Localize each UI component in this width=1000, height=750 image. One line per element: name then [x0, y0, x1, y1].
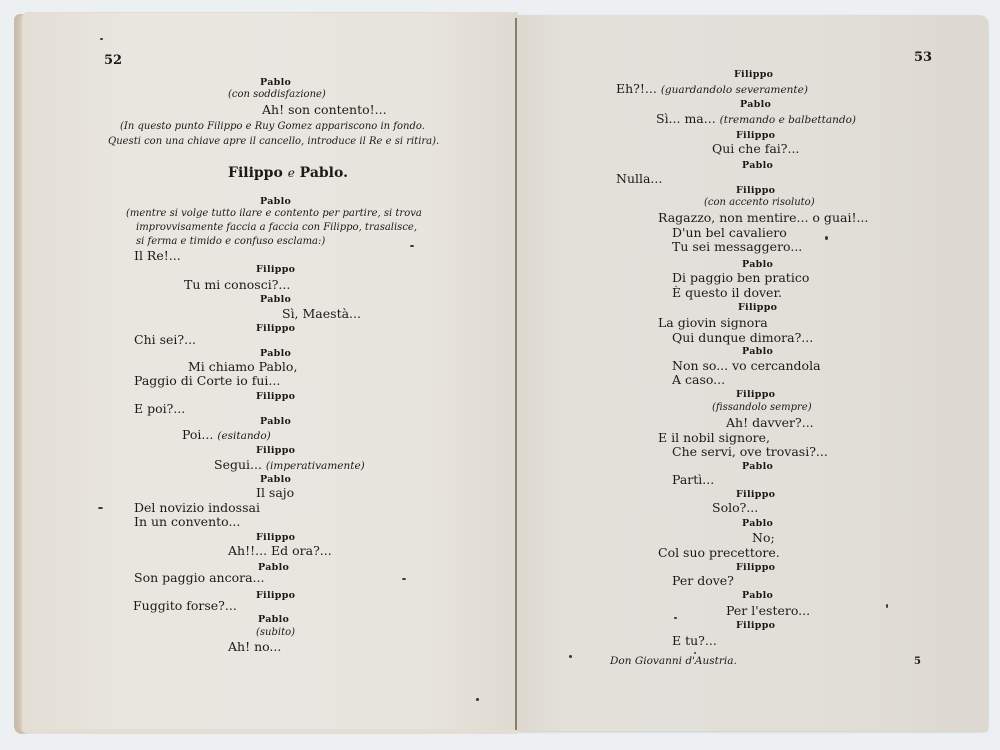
page-number-right: 53	[914, 50, 933, 65]
dialogue-line: A caso...	[672, 372, 726, 387]
dialogue-line: Tu sei messaggero...	[672, 239, 803, 254]
speaker-label: Filippo	[734, 69, 774, 80]
speaker-label: Filippo	[736, 489, 776, 500]
signature-mark: 5	[914, 656, 921, 667]
dialogue-text: Segui...	[214, 457, 262, 472]
paper-speck	[886, 604, 888, 608]
speaker-label: Pablo	[740, 99, 772, 110]
speaker-label: Pablo	[742, 461, 774, 472]
stage-direction: (mentre si volge tutto ilare e contento per partire, si trova	[126, 208, 422, 219]
dialogue-line: Fuggito forse?...	[133, 598, 237, 613]
paper-speck	[569, 655, 572, 658]
speaker-label: Filippo	[736, 562, 776, 573]
dialogue-line: Ragazzo, non mentire... o guai!...	[658, 210, 869, 225]
dialogue-line: Per dove?	[672, 573, 734, 588]
paper-speck	[825, 236, 828, 240]
dialogue-line: Per l'estero...	[726, 603, 811, 618]
speaker-label: Filippo	[256, 445, 296, 456]
book-spine	[515, 18, 517, 730]
dialogue-line: Tu mi conosci?...	[184, 277, 291, 292]
dialogue-line: La giovin signora	[658, 315, 768, 330]
speaker-label: Pablo	[742, 160, 774, 171]
speaker-label: Pablo	[742, 518, 774, 529]
dialogue-line	[182, 428, 271, 443]
speaker-label: Filippo	[736, 620, 776, 631]
stage-direction: (con soddisfazione)	[228, 89, 326, 100]
dialogue-line: Col suo precettore.	[658, 545, 780, 560]
dialogue-line: Che servi, ove trovasi?...	[672, 444, 828, 459]
speaker-label: Filippo	[256, 590, 296, 601]
dialogue-line: Sì, Maestà...	[282, 306, 361, 321]
footer-work-title: Don Giovanni d'Austria.	[610, 655, 737, 667]
dialogue-line: In un convento...	[134, 514, 241, 529]
speaker-label: Pablo	[258, 614, 290, 625]
dialogue-line: Il sajo	[256, 485, 295, 500]
dialogue-line: Qui dunque dimora?...	[672, 330, 814, 345]
dialogue-line: Il Re!...	[134, 248, 181, 263]
speaker-label: Filippo	[738, 302, 778, 313]
dialogue-line: Partì...	[672, 472, 715, 487]
page-number-left: 52	[104, 53, 123, 68]
paper-speck	[402, 578, 406, 580]
stage-direction: (In questo punto Filippo e Ruy Gomez appariscono in fondo.	[120, 121, 425, 132]
paper-speck	[674, 617, 677, 619]
scene-title	[228, 165, 348, 181]
dialogue-text: Eh?!...	[616, 81, 657, 96]
dialogue-line: Qui che fai?...	[712, 141, 800, 156]
paper-speck	[694, 652, 696, 654]
speaker-label: Pablo	[742, 346, 774, 357]
paper-speck	[98, 507, 103, 509]
paper-speck	[410, 245, 414, 247]
inline-direction: (tremando e balbettando)	[719, 114, 857, 126]
dialogue-line	[214, 458, 365, 473]
dialogue-line: Chi sei?...	[134, 332, 197, 347]
speaker-label: Filippo	[256, 391, 296, 402]
paper-speck	[476, 698, 479, 701]
dialogue-line: Ah! davver?...	[726, 415, 814, 430]
dialogue-line: Nulla...	[616, 171, 663, 186]
speaker-label: Pablo	[260, 294, 292, 305]
dialogue-line: Son paggio ancora...	[134, 570, 265, 585]
speaker-label: Pablo	[742, 590, 774, 601]
dialogue-line: Del novizio indossai	[134, 500, 260, 515]
scene-title-character: Filippo	[228, 165, 283, 181]
dialogue-line: Solo?...	[712, 500, 759, 515]
speaker-label: Pablo	[258, 562, 290, 573]
speaker-label: Filippo	[256, 532, 296, 543]
dialogue-line: D'un bel cavaliero	[672, 225, 787, 240]
scene-title-character: Pablo.	[299, 165, 348, 181]
paper-speck	[100, 38, 103, 40]
dialogue-line	[616, 82, 808, 97]
inline-direction: (esitando)	[217, 430, 271, 442]
speaker-label: Filippo	[736, 389, 776, 400]
dialogue-line	[656, 112, 856, 127]
dialogue-line: E tu?...	[672, 633, 717, 648]
dialogue-line: Ah! no...	[228, 639, 282, 654]
speaker-label: Pablo	[742, 259, 774, 270]
speaker-label: Filippo	[736, 185, 776, 196]
inline-direction: (imperativamente)	[265, 460, 365, 472]
dialogue-line: È questo il dover.	[672, 285, 783, 300]
scene-title-conjunction: e	[287, 166, 295, 180]
dialogue-line: Ah!!... Ed ora?...	[228, 543, 332, 558]
dialogue-line: Paggio di Corte io fui...	[134, 373, 281, 388]
dialogue-line: E poi?...	[134, 401, 186, 416]
dialogue-line: Ah! son contento!...	[262, 102, 387, 117]
dialogue-line: E il nobil signore,	[658, 430, 770, 445]
dialogue-line: No;	[752, 530, 775, 545]
speaker-label: Pablo	[260, 77, 292, 88]
stage-direction: improvvisamente faccia a faccia con Filippo, trasalisce,	[136, 222, 418, 233]
speaker-label: Pablo	[260, 474, 292, 485]
speaker-label: Pablo	[260, 196, 292, 207]
speaker-label: Filippo	[256, 264, 296, 275]
stage-direction: (subito)	[256, 627, 296, 638]
dialogue-line: Non so... vo cercandola	[672, 358, 821, 373]
dialogue-line: Di paggio ben pratico	[672, 270, 810, 285]
stage-direction: si ferma e timido e confuso esclama:)	[136, 236, 326, 247]
dialogue-text: Sì... ma...	[656, 111, 716, 126]
speaker-label: Filippo	[736, 130, 776, 141]
stage-direction: (con accento risoluto)	[704, 197, 815, 208]
inline-direction: (guardandolo severamente)	[660, 84, 808, 96]
speaker-label: Filippo	[256, 323, 296, 334]
dialogue-line: Mi chiamo Pablo,	[188, 359, 298, 374]
stage-direction: (fissandolo sempre)	[712, 402, 812, 413]
speaker-label: Pablo	[260, 416, 292, 427]
speaker-label: Pablo	[260, 348, 292, 359]
stage-direction: Questi con una chiave apre il cancello, introduce il Re e si ritira).	[108, 136, 440, 147]
dialogue-text: Poi...	[182, 427, 214, 442]
